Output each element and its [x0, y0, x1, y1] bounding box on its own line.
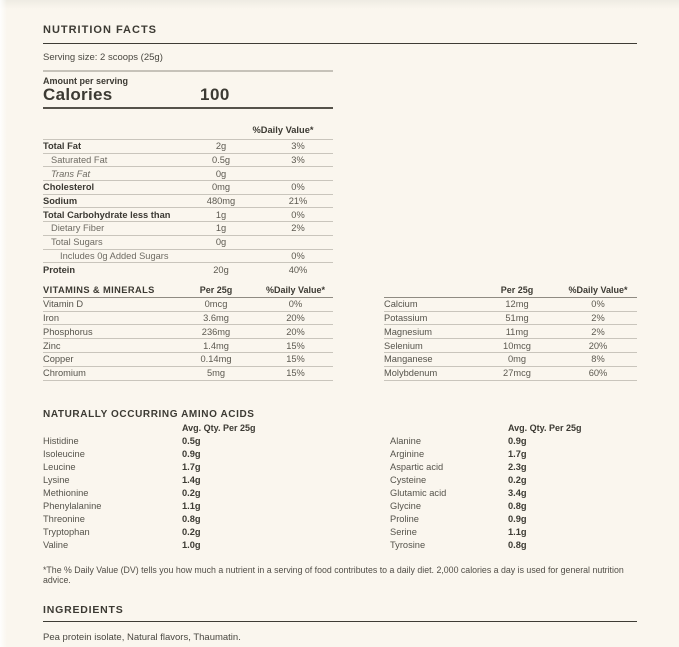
nutrient-amount: 480mg [206, 196, 236, 207]
vitamin-row [43, 367, 333, 381]
nutrient-daily-value: 21% [288, 196, 308, 207]
calories-label: Calories [43, 85, 113, 104]
calories-row [43, 85, 333, 109]
daily-value-header: %Daily Value* [252, 125, 314, 135]
amino-acid-quantity: 0.9g [182, 449, 201, 460]
nutrient-amount: 20g [213, 264, 229, 275]
vitamins-left-header-row [43, 284, 333, 298]
vitamin-amount: 0mg [507, 354, 527, 365]
vitamin-name: Manganese [384, 354, 433, 365]
vitamin-row [384, 339, 637, 353]
nutrition-table-row [43, 139, 333, 153]
amino-acid-name: Valine [43, 540, 69, 551]
amino-acid-row [43, 474, 333, 487]
divider-under-serving [43, 70, 333, 72]
nutrition-table-body [43, 139, 333, 276]
amino-acid-row [390, 487, 637, 500]
amino-acid-row [43, 526, 333, 539]
nutrition-table-row [43, 166, 333, 180]
nutrient-daily-value: 3% [291, 141, 305, 152]
amino-acid-name: Tryptophan [43, 527, 90, 538]
amino-acid-quantity: 0.2g [508, 475, 527, 486]
nutrient-name: Trans Fat [51, 168, 91, 179]
nutrient-amount: 2g [215, 141, 227, 152]
vitamin-daily-value: 15% [286, 354, 305, 365]
vitamins-minerals-section [43, 284, 637, 381]
amino-acid-quantity: 0.9g [508, 514, 527, 525]
ingredients-list: Pea protein isolate, Natural flavors, Thaumatin. [43, 631, 241, 643]
amino-acid-row [43, 487, 333, 500]
amino-acid-name: Methionine [43, 488, 89, 499]
amino-acid-quantity: 1.1g [182, 501, 201, 512]
vitamin-name: Calcium [384, 299, 418, 310]
vitamin-daily-value: 15% [286, 340, 305, 351]
amino-acids-right-body [390, 435, 637, 552]
amino-acid-name: Alanine [390, 436, 422, 447]
vitamin-amount: 51mg [505, 313, 529, 324]
nutrient-name: Saturated Fat [51, 155, 108, 166]
nutrient-daily-value: 0% [291, 250, 305, 261]
amino-acid-row [390, 513, 637, 526]
nutrition-table-row [43, 153, 333, 167]
nutrient-amount: 1g [215, 223, 227, 234]
amino-acid-quantity: 0.8g [508, 540, 527, 551]
nutrient-daily-value: 2% [291, 223, 305, 234]
nutrition-table-row [43, 207, 333, 221]
amino-acid-name: Aspartic acid [390, 462, 444, 473]
amino-acid-quantity: 2.3g [508, 462, 527, 473]
per-25g-header: Per 25g [199, 285, 233, 296]
nutrition-table-header-row [43, 109, 333, 139]
vitamin-daily-value: 2% [591, 313, 605, 324]
nutrition-table-row [43, 235, 333, 249]
amino-acids-column-right [390, 422, 637, 552]
amino-acid-name: Cysteine [390, 475, 427, 486]
daily-value-header: %Daily Value* [265, 285, 326, 296]
amount-per-serving-label: Amount per serving [43, 76, 129, 86]
amino-acids-left-body [43, 435, 333, 552]
vitamin-daily-value: 15% [286, 368, 305, 379]
nutrient-daily-value: 3% [291, 155, 305, 166]
vitamin-name: Phosphorus [43, 326, 93, 337]
nutrient-amount: 0.5g [211, 155, 231, 166]
amino-acids-column-left [43, 422, 333, 552]
vitamin-row [43, 298, 333, 312]
amino-acid-quantity: 1.7g [182, 462, 201, 473]
vitamins-section-title: VITAMINS & MINERALS [43, 285, 155, 296]
serving-size-text: Serving size: 2 scoops (25g) [43, 52, 163, 63]
vitamin-row [43, 325, 333, 339]
amino-acid-row [43, 513, 333, 526]
amino-acid-row [43, 500, 333, 513]
amino-acid-quantity: 1.4g [182, 475, 201, 486]
avg-qty-header: Avg. Qty. Per 25g [508, 423, 582, 434]
amino-acid-name: Phenylalanine [43, 501, 102, 512]
nutrient-daily-value: 0% [291, 182, 305, 193]
amino-acid-row [43, 435, 333, 448]
nutrient-name: Cholesterol [43, 182, 95, 193]
nutrient-name: Includes 0g Added Sugars [60, 250, 169, 261]
vitamin-daily-value: 60% [588, 368, 608, 379]
vitamins-table-left [43, 284, 333, 381]
amino-acid-name: Lysine [43, 475, 70, 486]
vitamin-daily-value: 8% [591, 354, 605, 365]
amino-acid-row [43, 461, 333, 474]
vitamin-daily-value: 0% [288, 299, 303, 310]
nutrient-amount: 0mg [211, 182, 231, 193]
per-25g-header: Per 25g [500, 285, 534, 296]
vitamin-amount: 12mg [505, 299, 529, 310]
amino-acid-row [390, 461, 637, 474]
amino-acid-quantity: 1.0g [182, 540, 201, 551]
vitamin-row [384, 325, 637, 339]
vitamin-daily-value: 0% [591, 299, 605, 310]
amino-acid-name: Tyrosine [390, 540, 426, 551]
daily-value-header: %Daily Value* [568, 285, 628, 296]
nutrient-amount: 0g [215, 237, 227, 248]
nutrient-daily-value: 40% [288, 264, 308, 275]
section-title-nutrition-facts: NUTRITION FACTS [43, 24, 637, 44]
vitamins-right-header-row [384, 284, 637, 298]
nutrient-name: Total Fat [43, 141, 82, 152]
vitamin-row [384, 353, 637, 367]
nutrient-amount: 0g [215, 168, 227, 179]
amino-acids-section [43, 422, 637, 552]
amino-acid-row [390, 500, 637, 513]
vitamin-amount: 27mcg [503, 368, 531, 379]
vitamin-row [43, 312, 333, 326]
nutrient-daily-value: 0% [291, 209, 305, 220]
nutrient-name: Total Carbohydrate less than [43, 209, 171, 220]
vitamin-row [43, 353, 333, 367]
vitamin-amount: 11mg [505, 326, 529, 337]
amino-acid-quantity: 0.9g [508, 436, 527, 447]
vitamin-amount: 10mcg [503, 340, 531, 351]
vitamin-name: Copper [43, 354, 74, 365]
amino-acid-name: Leucine [43, 462, 76, 473]
vitamin-daily-value: 20% [286, 313, 305, 324]
amino-acid-quantity: 0.2g [182, 488, 201, 499]
nutrient-name: Dietary Fiber [51, 223, 105, 234]
nutrient-name: Total Sugars [51, 237, 103, 248]
vitamin-name: Selenium [384, 340, 423, 351]
amino-acid-quantity: 0.5g [182, 436, 201, 447]
amino-acid-quantity: 3.4g [508, 488, 527, 499]
vitamins-right-body [384, 298, 637, 381]
vitamin-name: Vitamin D [43, 299, 84, 310]
amino-acid-name: Arginine [390, 449, 425, 460]
amino-acid-name: Glycine [390, 501, 422, 512]
nutrition-facts-table [43, 109, 333, 276]
section-title-ingredients: INGREDIENTS [43, 605, 637, 622]
nutrition-table-row [43, 262, 333, 276]
vitamin-name: Iron [43, 313, 60, 324]
amino-acid-quantity: 0.8g [508, 501, 527, 512]
vitamin-name: Magnesium [384, 326, 433, 337]
vitamin-row [384, 298, 637, 312]
vitamin-name: Chromium [43, 368, 86, 379]
calories-value: 100 [200, 85, 230, 104]
vitamin-daily-value: 20% [286, 326, 305, 337]
vitamins-left-body [43, 298, 333, 381]
amino-acids-section-title: NATURALLY OCCURRING AMINO ACIDS [43, 408, 255, 420]
amino-acid-row [390, 539, 637, 552]
vitamin-row [43, 339, 333, 353]
amino-acid-quantity: 0.8g [182, 514, 201, 525]
amino-acid-row [43, 448, 333, 461]
amino-acid-quantity: 1.7g [508, 449, 527, 460]
nutrient-name: Protein [43, 264, 76, 275]
avg-qty-header: Avg. Qty. Per 25g [182, 423, 256, 434]
amino-acid-row [43, 539, 333, 552]
nutrition-table-row [43, 249, 333, 263]
amino-acid-row [390, 448, 637, 461]
nutrition-table-row [43, 194, 333, 208]
amino-acid-row [390, 474, 637, 487]
nutrition-table-row [43, 180, 333, 194]
nutrient-name: Sodium [43, 196, 78, 207]
vitamin-amount: 1.4mg [203, 340, 229, 351]
daily-value-footnote: *The % Daily Value (DV) tells you how much a nutrient in a serving of food contributes to a daily diet. 2,000 calories a day is used for general nutrition advice. [43, 564, 624, 585]
amino-acid-name: Isoleucine [43, 449, 85, 460]
vitamin-amount: 0.14mg [200, 354, 232, 365]
amino-acid-name: Glutamic acid [390, 488, 447, 499]
nutrient-amount: 1g [215, 209, 227, 220]
vitamin-daily-value: 2% [591, 326, 605, 337]
amino-acid-name: Histidine [43, 436, 79, 447]
amino-acid-quantity: 0.2g [182, 527, 201, 538]
nutrition-table-row [43, 221, 333, 235]
amino-acid-name: Threonine [43, 514, 85, 525]
vitamin-row [384, 367, 637, 381]
vitamin-amount: 5mg [206, 368, 226, 379]
vitamin-name: Zinc [43, 340, 61, 351]
vitamins-table-right [384, 284, 637, 381]
amino-acid-row [390, 526, 637, 539]
amino-acid-quantity: 1.1g [508, 527, 527, 538]
vitamin-name: Molybdenum [384, 368, 438, 379]
vitamin-amount: 236mg [201, 326, 231, 337]
amino-acid-row [390, 435, 637, 448]
amino-acid-name: Proline [390, 514, 419, 525]
vitamin-name: Potassium [384, 313, 428, 324]
vitamin-amount: 0mcg [204, 299, 228, 310]
vitamin-daily-value: 20% [588, 340, 608, 351]
amino-acid-name: Serine [390, 527, 417, 538]
vitamin-amount: 3.6mg [203, 313, 229, 324]
vitamin-row [384, 312, 637, 326]
